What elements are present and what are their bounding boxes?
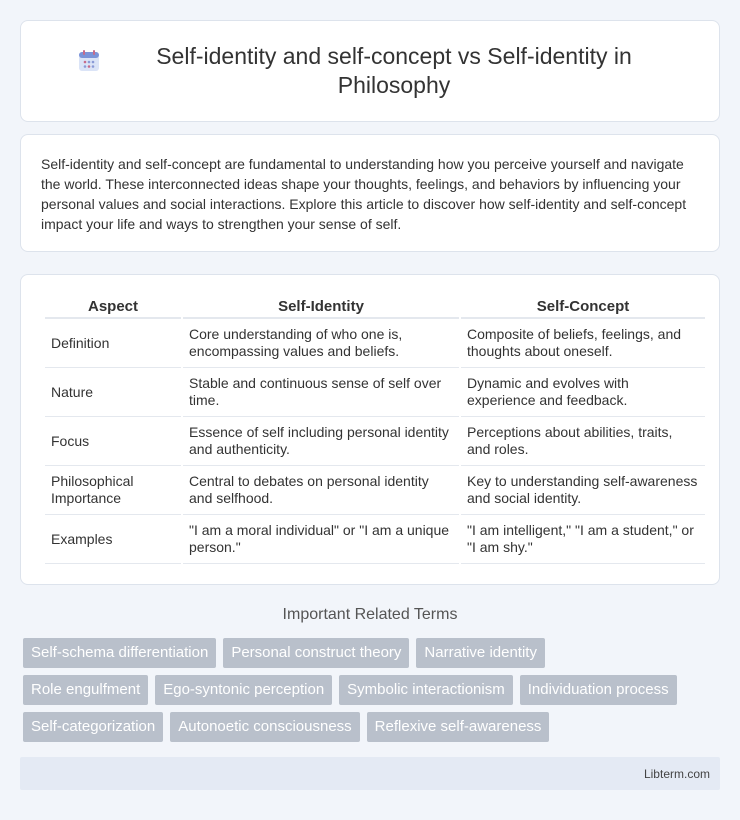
table-cell: "I am a moral individual" or "I am a unique person." bbox=[183, 515, 459, 564]
intro-text: Self-identity and self-concept are fundamental to understanding how you perceive yourself and navigate the world. These interconnected ideas shape your thoughts, feelings, and behaviors by influencing your personal values and social interactions. Explore this article to discover how self-identity and self-concept impact your life and ways to strengthen your sense of self. bbox=[41, 156, 687, 232]
comparison-card bbox=[20, 274, 720, 585]
table-cell: Composite of beliefs, feelings, and thoughts about oneself. bbox=[461, 319, 705, 368]
table-row bbox=[45, 466, 705, 515]
table-cell: Core understanding of who one is, encompassing values and beliefs. bbox=[183, 319, 459, 368]
table-cell: Key to understanding self-awareness and social identity. bbox=[461, 466, 705, 515]
related-term-tag[interactable]: Reflexive self-awareness bbox=[367, 712, 550, 742]
related-term-tag[interactable]: Self-categorization bbox=[23, 712, 163, 742]
column-header: Self-Identity bbox=[183, 295, 459, 319]
related-term-tag[interactable]: Autonoetic consciousness bbox=[170, 712, 359, 742]
table-cell: Dynamic and evolves with experience and feedback. bbox=[461, 368, 705, 417]
table-cell: Definition bbox=[45, 319, 181, 368]
table-row bbox=[45, 368, 705, 417]
table-cell: Perceptions about abilities, traits, and roles. bbox=[461, 417, 705, 466]
table-cell: "I am intelligent," "I am a student," or "I am shy." bbox=[461, 515, 705, 564]
intro-card bbox=[20, 134, 720, 252]
table-cell: Nature bbox=[45, 368, 181, 417]
table-header-row bbox=[45, 295, 705, 319]
table-row bbox=[45, 515, 705, 564]
related-term-tag[interactable]: Ego-syntonic perception bbox=[155, 675, 332, 705]
related-term-tag[interactable]: Personal construct theory bbox=[223, 638, 409, 668]
table-row bbox=[45, 417, 705, 466]
tag-row bbox=[23, 712, 723, 742]
table-cell: Examples bbox=[45, 515, 181, 564]
related-term-tag[interactable]: Symbolic interactionism bbox=[339, 675, 513, 705]
related-term-tag[interactable]: Narrative identity bbox=[416, 638, 545, 668]
table-cell: Philosophical Importance bbox=[45, 466, 181, 515]
table-cell: Stable and continuous sense of self over time. bbox=[183, 368, 459, 417]
header-card bbox=[20, 20, 720, 122]
footer bbox=[20, 757, 720, 790]
tag-row bbox=[23, 638, 723, 668]
calendar-icon bbox=[76, 48, 102, 74]
tag-row bbox=[23, 675, 723, 705]
related-terms-list bbox=[23, 638, 723, 749]
column-header: Self-Concept bbox=[461, 295, 705, 319]
related-term-tag[interactable]: Individuation process bbox=[520, 675, 677, 705]
page-title: Self-identity and self-concept vs Self-identity in Philosophy bbox=[156, 43, 632, 98]
column-header: Aspect bbox=[45, 295, 181, 319]
related-term-tag[interactable]: Self-schema differentiation bbox=[23, 638, 216, 668]
table-cell: Essence of self including personal identity and authenticity. bbox=[183, 417, 459, 466]
related-terms-title: Important Related Terms bbox=[282, 606, 458, 623]
related-term-tag[interactable]: Role engulfment bbox=[23, 675, 148, 705]
table-cell: Focus bbox=[45, 417, 181, 466]
footer-brand-link[interactable]: Libterm.com bbox=[643, 766, 710, 781]
table-row bbox=[45, 319, 705, 368]
table-cell: Central to debates on personal identity and selfhood. bbox=[183, 466, 459, 515]
comparison-table bbox=[43, 295, 707, 564]
